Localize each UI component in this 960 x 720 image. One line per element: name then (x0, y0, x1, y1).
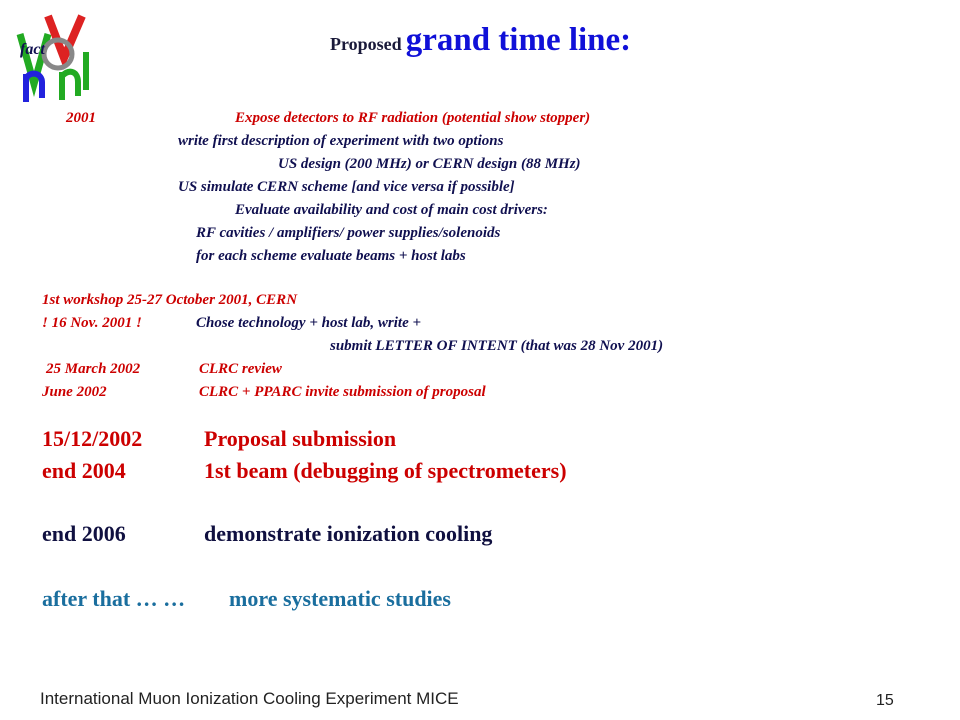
line-5: Evaluate availability and cost of main cost drivers: (235, 202, 548, 218)
workshop-line: 1st workshop 25-27 October 2001, CERN (42, 292, 298, 308)
page-number: 15 (876, 692, 894, 709)
title-main: grand time line: (405, 22, 632, 58)
milestone-2-date: end 2004 (42, 458, 126, 483)
milestone-3-date: end 2006 (42, 521, 126, 546)
submit-loi-line: submit LETTER OF INTENT (that was 28 Nov 2001) (330, 338, 664, 354)
logo-text: fact (20, 41, 45, 58)
line-6: RF cavities / amplifiers/ power supplies/solenoids (196, 225, 501, 241)
milestone-2-text: 1st beam (debugging of spectrometers) (204, 458, 567, 483)
line-2: write first description of experiment with two options (178, 133, 504, 149)
june-date: June 2002 (42, 384, 107, 400)
footer-text: International Muon Ionization Cooling Experiment MICE (40, 689, 459, 708)
line-2001-text: Expose detectors to RF radiation (potential show stopper) (235, 110, 591, 126)
line-4: US simulate CERN scheme [and vice versa if possible] (178, 179, 515, 195)
milestone-1-text: Proposal submission (204, 426, 397, 451)
line-3: US design (200 MHz) or CERN design (88 MHz) (278, 156, 581, 172)
march-date: 25 March 2002 (46, 361, 141, 377)
nov-text: Chose technology + host lab, write + (196, 315, 422, 331)
nufact-logo (12, 12, 104, 104)
milestone-4-text: more systematic studies (229, 586, 451, 611)
title-prefix: Proposed (330, 34, 402, 54)
milestone-1-date: 15/12/2002 (42, 426, 143, 451)
milestone-4-date: after that … … (42, 586, 186, 611)
year-2001: 2001 (66, 110, 96, 126)
nov-date: ! 16 Nov. 2001 ! (42, 315, 142, 331)
june-text: CLRC + PPARC invite submission of proposal (199, 384, 486, 400)
slide-title (330, 22, 631, 59)
milestone-3-text: demonstrate ionization cooling (204, 521, 493, 546)
march-text: CLRC review (199, 361, 282, 377)
line-7: for each scheme evaluate beams + host labs (196, 248, 466, 264)
